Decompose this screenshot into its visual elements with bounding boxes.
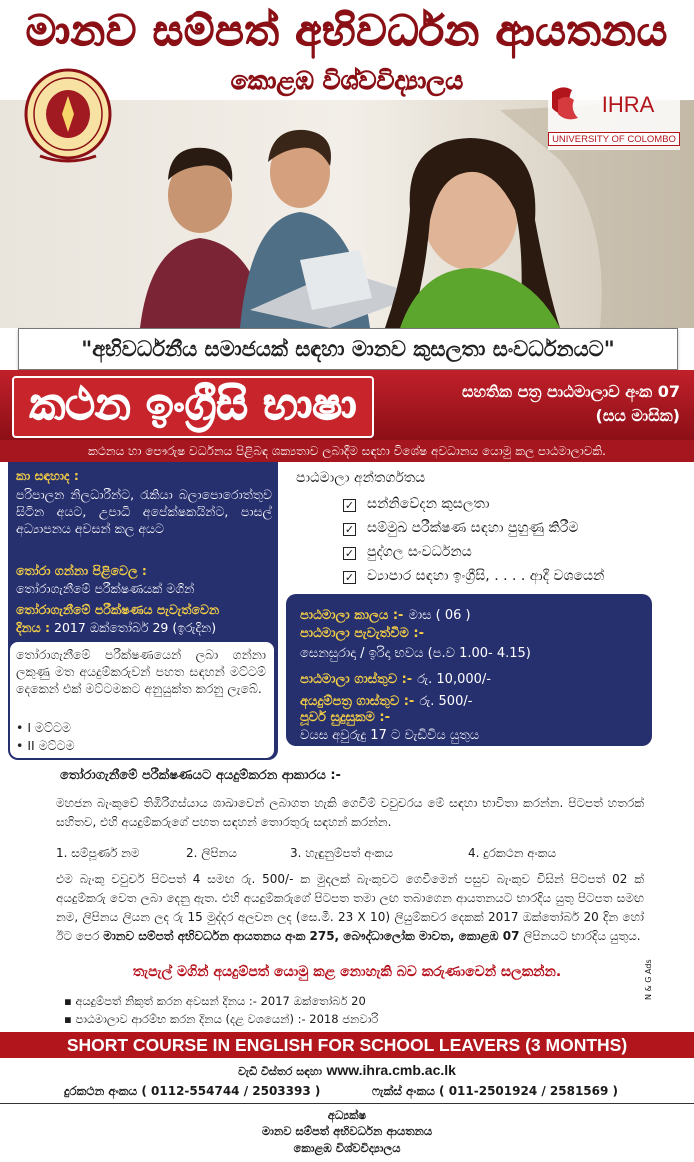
- more-info-row: [0, 1062, 694, 1079]
- footer-institute: මානව සම්පත් අභිවර්ධන ආයතනය: [261, 1124, 433, 1138]
- application-instructions: මහජන බැංකුවේ තිඹිරිගස්යාය ශාඛාවෙන් ලබාගත හැකි ගෙවීම් වවුචරය මේ සඳහා භාවිතා කරන්න. පිටපත් හතරක් සහිතව, එහි අයදුම්කරුගේ පහත සඳහන් තොරතුරු සඳහන් කරන්න.: [56, 796, 644, 829]
- level-two: • II මට්ටම: [16, 738, 75, 753]
- course-content-heading: පාඨමාලා අන්තර්ගතය: [296, 470, 426, 486]
- start-date-item: ▪ පාඨමාලාව ආරම්භ කරන දිනය (දළ වශයෙන්) :- 2018 ජනවාරි: [64, 1012, 379, 1026]
- submission-text: එම බැංකු වවුචර් පිටපත් 4 සමඟ රු. 500/- ක මුදලක් බැංකුවට ගෙවීමෙන් පසුව බැංකුව විසින් පිටපත් 02 ක් අයදුම්කරු වෙත ලබා දෙනු ඇත. එහි අයදුම්කරුගේ පිටපත තමා ලඟ තබාගෙන ආයතනයට භාරදිය යුතු පිටපත සමඟ නම, ලිපිනය ලියන ලද රු 15 මුද්දර අලවන ලද (සෙ.මී. 23 X 10) ලියුම්කවර දෙකක් 2017 ඔක්තෝබර් 20 දින හෝ ඊට පෙර: [56, 872, 644, 943]
- footer-university: කොළඹ විශ්වවිද්‍යාලය: [293, 1141, 401, 1155]
- selection-text: තෝරාගැනීමේ පරීක්ෂණයක් මගින්: [16, 581, 195, 596]
- checkbox-icon: ✓: [344, 499, 355, 512]
- ad-credit: N & G Ads: [644, 959, 653, 1000]
- target-audience-text: පරිපාලන නිලධාරීන්ට, රැකියා බලාපොරොත්තුව සිටින අයට, උපාධි අපේක්ෂකයින්ට, පාසල් අධ්‍යාපනය අවසන් කල අයට: [16, 487, 272, 536]
- schedule-value: සෙනසුරාදා / ඉරිදා භවය (ප.ව 1.00- 4.15): [300, 646, 531, 661]
- field-id-number: 3. හැඳුනුම්පත් අංකය: [290, 846, 394, 860]
- ihra-logo-text: IHRA: [601, 92, 655, 117]
- deadline-item: ▪ අයදුම්පත් නිකුත් කරන අවසන් දිනය :- 2017 ඔක්තෝබර් 20: [64, 994, 366, 1008]
- prerequisite-value: වයස අවුරුදු 17 ට වැඩිවිය යුතුය: [300, 728, 480, 743]
- submission-suffix: ලිපිනයට භාරදිය යුතුය.: [523, 929, 641, 943]
- fax-label: ෆැක්ස් අංකය: [372, 1084, 435, 1098]
- start-date-text: පාඨමාලාව ආරම්භ කරන දිනය (දළ වශයෙන්) :- 2018 ජනවාරි: [75, 1012, 379, 1026]
- phone-label: දුරකථන අංකය: [64, 1084, 138, 1098]
- course-item-label: පුද්ගල සංවර්ධනය: [367, 544, 472, 560]
- fax-number: ( 011-2501924 / 2581569 ): [439, 1084, 619, 1098]
- application-heading: තෝරාගැනීමේ පරීක්ෂණයට අයදුම්කරන ආකාරය :-: [60, 768, 341, 783]
- fee-row: [300, 668, 491, 687]
- exam-date-label: දිනය :: [16, 620, 51, 635]
- footer-divider: [0, 1103, 694, 1104]
- level-one: • I මට්ටම: [16, 720, 71, 735]
- university-name: කොළඹ විශ්වවිද්‍යාලය: [230, 66, 464, 95]
- duration-value: මාස ( 06 ): [408, 608, 471, 623]
- course-tagline: කථනය හා පෞරුෂ වර්ධනය පිළිබඳ ශක්‍යතාව ලබාදීම සඳහා විශේෂ අවධානය යොමු කල පාඨමාලාවකි.: [0, 440, 694, 462]
- duration-label: පාඨමාලා කාලය :-: [300, 608, 404, 623]
- application-fee-row: [300, 690, 472, 709]
- duration-note: (සය මාසික): [595, 406, 680, 425]
- prerequisite-label: පූර්ව සුදුසුකම :-: [300, 710, 391, 725]
- website-link[interactable]: www.ihra.cmb.ac.lk: [326, 1062, 456, 1078]
- fax-row: [372, 1084, 618, 1099]
- footer-director: අධ්‍යක්ෂ: [327, 1108, 367, 1122]
- ihra-logo: [548, 82, 680, 150]
- field-address: 2. ලිපිනය: [186, 846, 237, 860]
- deadline-text: අයදුම්පත් නිකුත් කරන අවසන් දිනය :- 2017 ඔක්තෝබර් 20: [75, 994, 366, 1008]
- phone-row: [64, 1084, 320, 1099]
- field-name: 1. සම්පූර්ණ නම: [56, 846, 140, 860]
- exam-heading: තෝරාගැනීමේ පරීක්ෂණය පැවැත්වෙන: [16, 602, 220, 617]
- level-two-label: II මට්ටම: [27, 738, 75, 753]
- checkbox-icon: ✓: [344, 523, 355, 536]
- course-name: කථන ඉංග්‍රීසි භාෂා: [29, 379, 357, 430]
- checkbox-icon: ✓: [344, 571, 355, 584]
- ihra-logo-subtext: UNIVERSITY OF COLOMBO: [548, 132, 680, 146]
- postal-notice: තැපැල් මගින් අයදුම්පත් යොමු කළ නොහැකි බව කරුණාවෙන් සලකන්න.: [132, 964, 562, 980]
- submission-instructions: [56, 870, 644, 946]
- exam-date-row: [16, 620, 216, 636]
- course-item-label: ව්‍යාපාර සඳහා ඉංග්‍රීසි, . . . . ආදී වශයෙන්: [367, 568, 605, 584]
- fee-value: රු. 10,000/-: [417, 672, 491, 687]
- page-title: මානව සම්පත් අභිවර්ධන ආයතනය: [25, 6, 669, 55]
- motto-quote: "අභිවර්ධනීය සමාජයක් සඳහා මානව කුසලතා සංවර්ධනයට": [18, 328, 678, 370]
- exam-date: 2017 ඔක්තෝබර් 29 (ඉරුදින): [54, 620, 217, 635]
- university-seal-icon: [22, 66, 114, 166]
- levels-text: තෝරාගැනීමේ පරීක්ෂණයෙන් ලබා ගන්නා ලකුණු මත අයදුම්කරුවන් පහත සඳහන් මට්ටම් දෙකෙන් එක් මට්ටමකට අනුයුක්ත කරනු ලැබේ.: [16, 647, 266, 696]
- course-item-label: සම්මුඛ පරීක්ෂණ සඳහා පුහුණු කිරීම: [367, 520, 579, 536]
- short-course-banner: SHORT COURSE IN ENGLISH FOR SCHOOL LEAVERS (3 MONTHS): [0, 1032, 694, 1058]
- target-audience-heading: කා සඳහාද :: [16, 468, 79, 483]
- duration-row: [300, 604, 471, 623]
- certificate-line: සහතික පත්‍ර පාඨමාලාව අංක 07: [461, 382, 680, 401]
- level-one-label: I මට්ටම: [27, 720, 71, 735]
- submission-address: මානව සම්පත් අභිවර්ධන ආයතනය අංක 275, බෞද්ධාලෝක මාවත, කොළඹ 07: [103, 929, 520, 943]
- checkbox-icon: ✓: [344, 547, 355, 560]
- application-fee-label: අයදුම්පත්‍ර ගාස්තුව :-: [300, 694, 415, 709]
- schedule-label: පාඨමාලා පැවැත්වීම :-: [300, 626, 424, 641]
- fee-label: පාඨමාලා ගාස්තුව :-: [300, 672, 413, 687]
- application-fee-value: රු. 500/-: [419, 694, 473, 709]
- course-item-label: සන්නිවේදන කුසලතා: [367, 496, 490, 512]
- selection-heading: තෝරා ගන්නා පිළිවෙල :: [16, 563, 147, 578]
- field-phone: 4. දුරකථන අංකය: [468, 846, 557, 860]
- phone-number: ( 0112-554744 / 2503393 ): [141, 1084, 321, 1098]
- more-info-label: වැඩි විස්තර සඳහා: [238, 1065, 323, 1078]
